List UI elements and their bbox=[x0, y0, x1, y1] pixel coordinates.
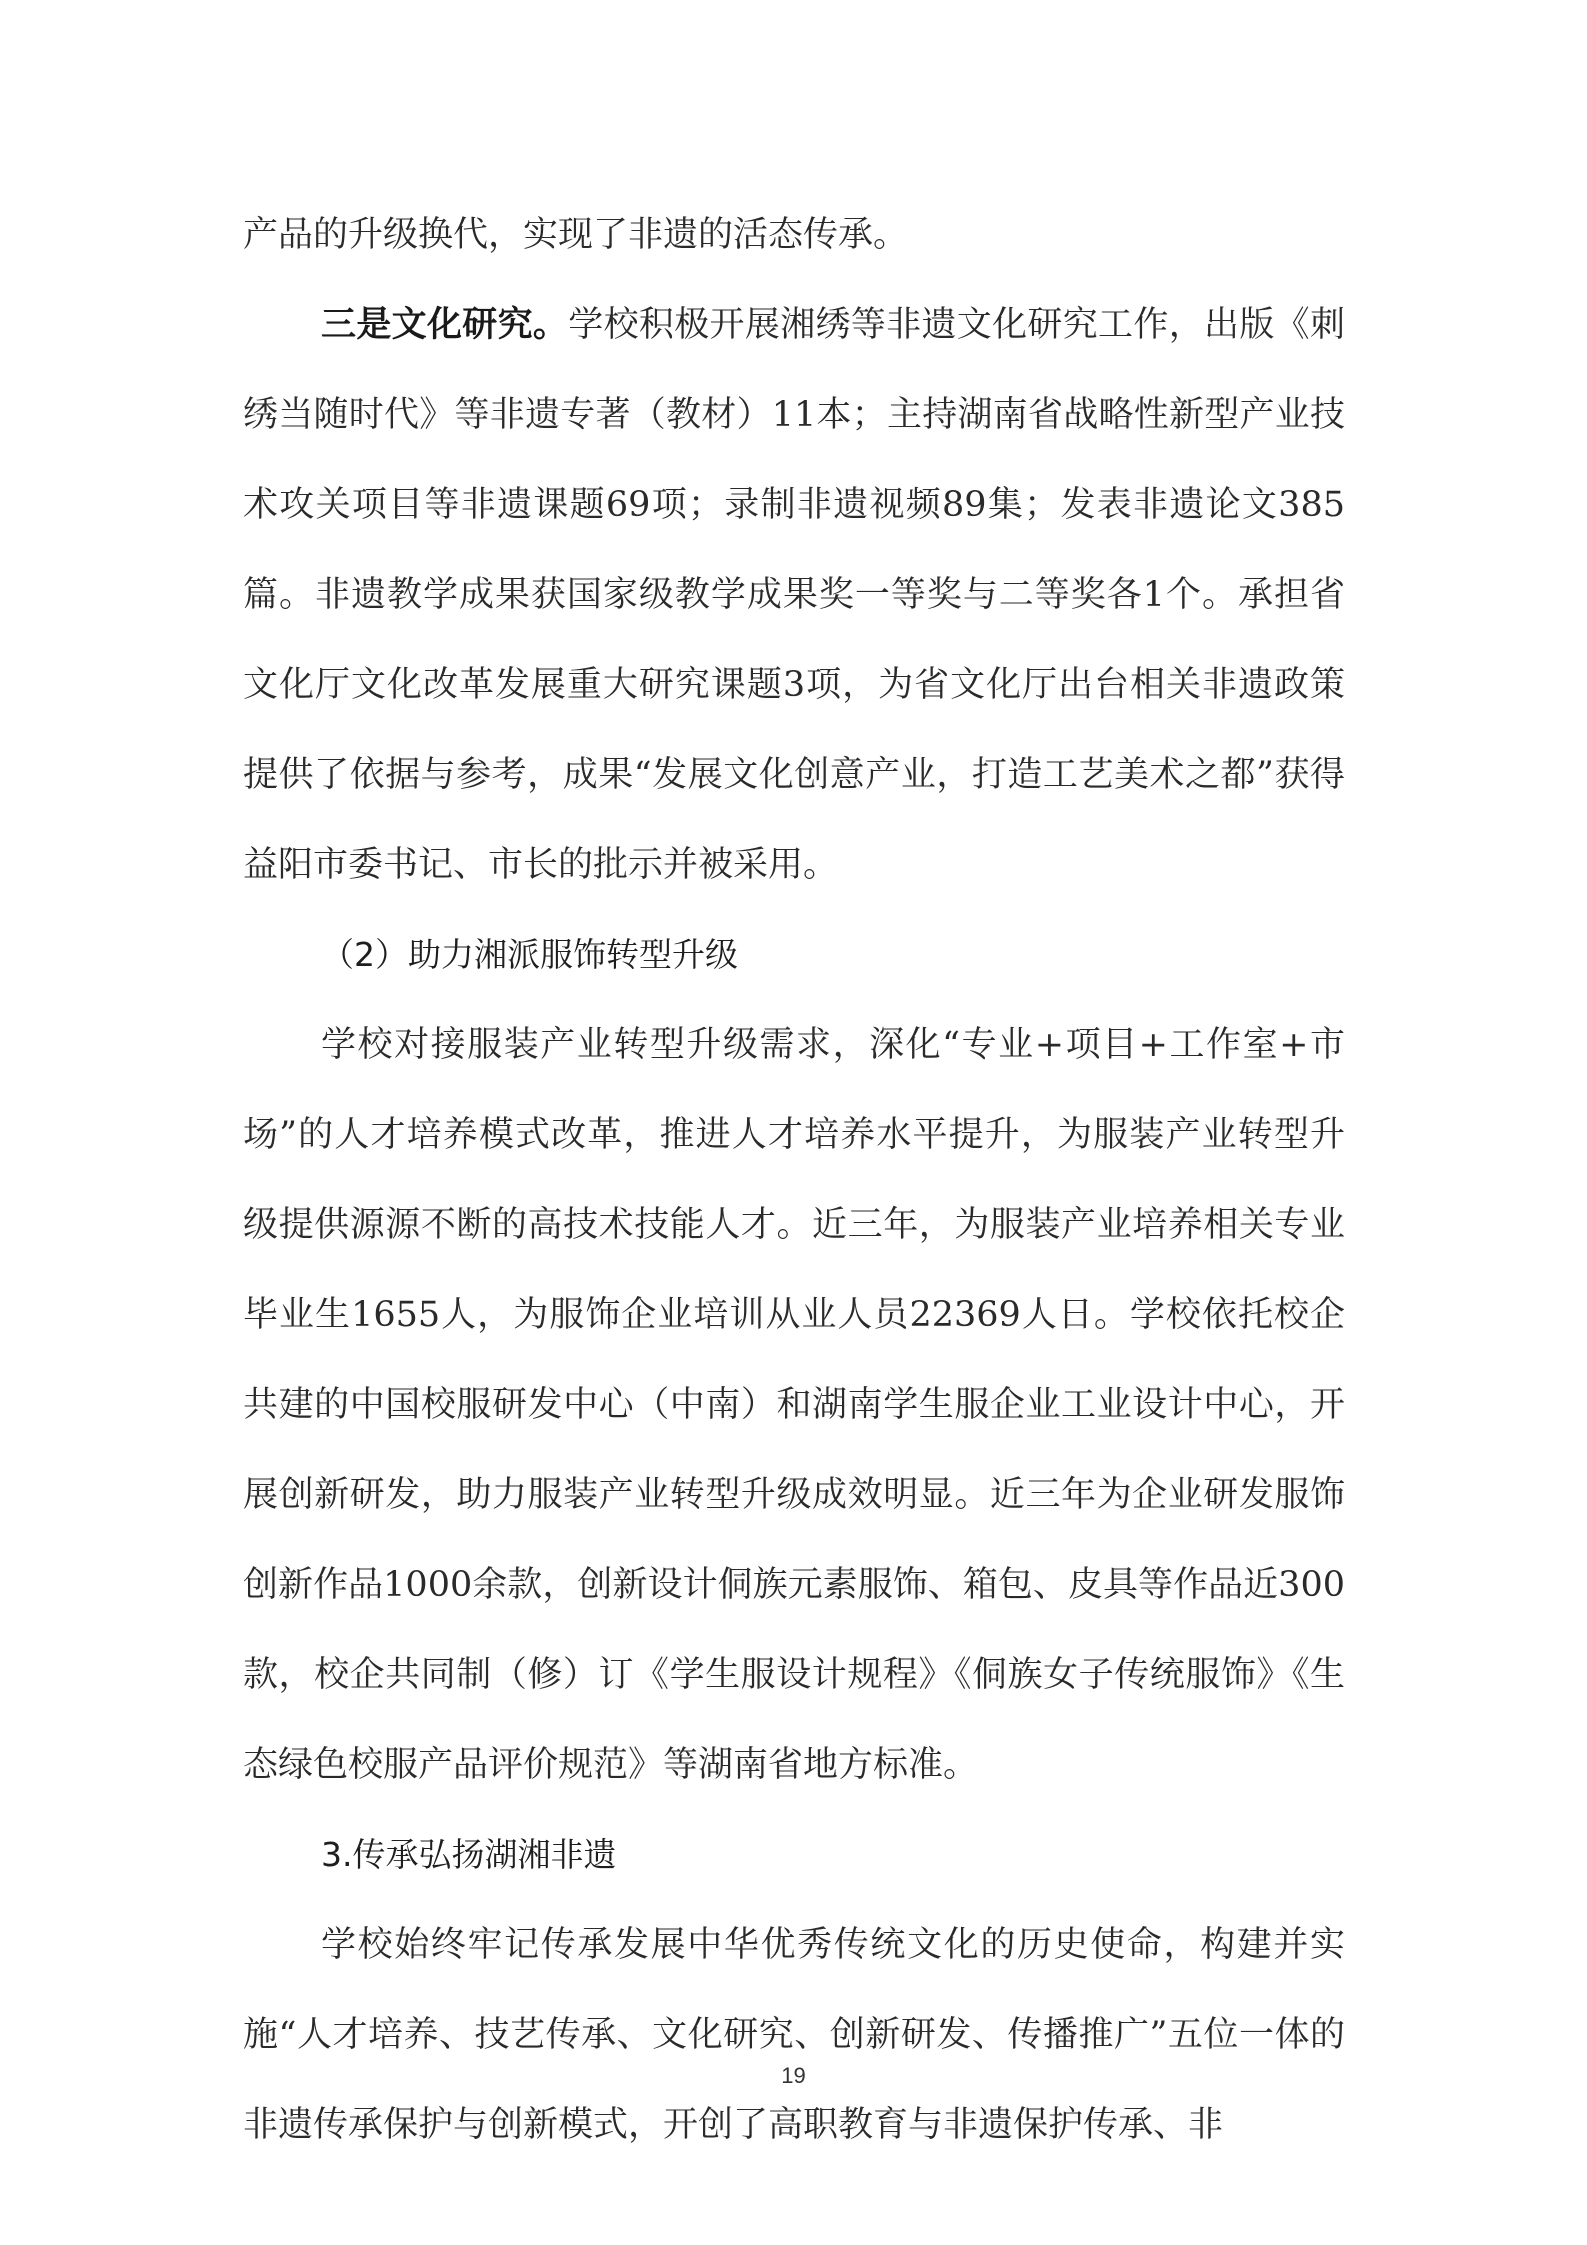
section-heading: 3.传承弘扬湖湘非遗 bbox=[321, 1835, 617, 1874]
body-text bbox=[243, 190, 1345, 2170]
paragraph-continuation bbox=[243, 190, 1345, 280]
section-heading: （2）助力湘派服饰转型升级 bbox=[321, 935, 738, 974]
paragraph-lead: 三是文化研究。 bbox=[321, 305, 569, 345]
paragraph-text: 学校始终牢记传承发展中华优秀传统文化的历史使命，构建并实施“人才培养、技艺传承、文化研究、创新研发、传播推广”五位一体的非遗传承保护与创新模式，开创了高职教育与非遗保护传承、非 bbox=[243, 1925, 1345, 2145]
paragraph-cultural-research bbox=[243, 280, 1345, 910]
paragraph-text: 产品的升级换代，实现了非遗的活态传承。 bbox=[243, 215, 909, 255]
paragraph-text: 学校积极开展湘绣等非遗文化研究工作，出版《刺绣当随时代》等非遗专著（教材）11本；主持湖南省战略性新型产业技术攻关项目等非遗课题69项；录制非遗视频89集；发表非遗论文385篇。非遗教学成果获国家级教学成果奖一等奖与二等奖各1个。承担省文化厅文化改革发展重大研究课题3项，为省文化厅出台相关非遗政策提供了依据与参考，成果“发展文化创意产业，打造工艺美术之都”获得益阳市委书记、市长的批示并被采用。 bbox=[243, 305, 1345, 885]
paragraph-text: 学校对接服装产业转型升级需求，深化“专业+项目+工作室+市场”的人才培养模式改革，推进人才培养水平提升，为服装产业转型升级提供源源不断的高技术技能人才。近三年，为服装产业培养相关专业毕业生1655人，为服饰企业培训从业人员22369人日。学校依托校企共建的中国校服研发中心（中南）和湖南学生服企业工业设计中心，开展创新研发，助力服装产业转型升级成效明显。近三年为企业研发服饰创新作品1000余款，创新设计侗族元素服饰、箱包、皮具等作品近300款，校企共同制（修）订《学生服设计规程》《侗族女子传统服饰》《生态绿色校服产品评价规范》等湖南省地方标准。 bbox=[243, 1025, 1345, 1785]
paragraph-apparel-upgrade bbox=[243, 1000, 1345, 1810]
paragraph-heritage bbox=[243, 1900, 1345, 2170]
page-number: 19 bbox=[781, 2063, 806, 2088]
